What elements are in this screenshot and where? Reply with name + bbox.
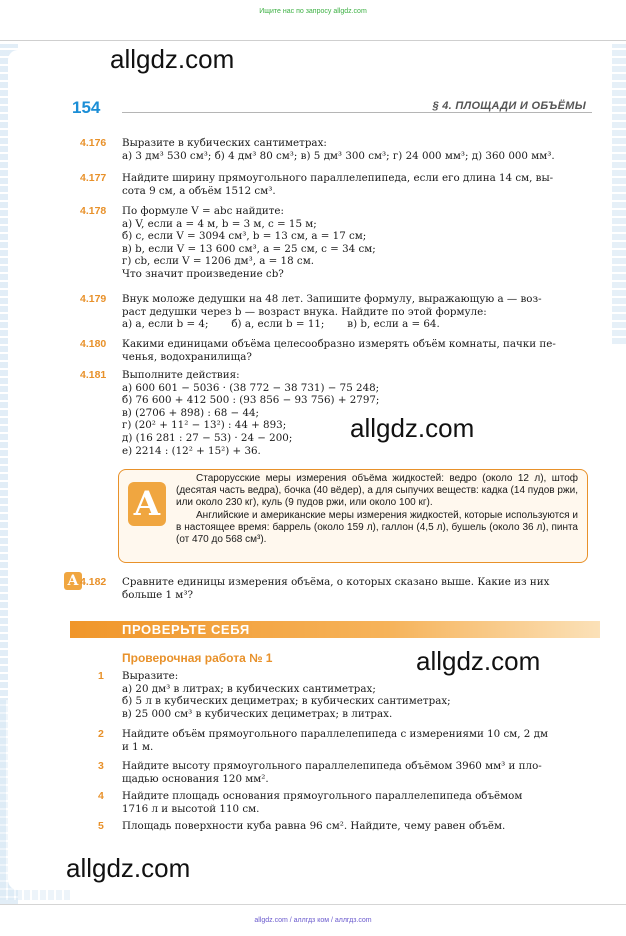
task-line: а) 600 601 − 5036 · (38 772 − 38 731) − 75 248;	[122, 381, 380, 394]
task-line: Какими единицами объёма целесообразно измерять объём комнаты, пачки пе-	[122, 338, 556, 350]
task-number: 4.176	[80, 137, 107, 149]
task-line: больше 1 м³?	[122, 588, 193, 601]
task-line: Выразите в кубических сантиметрах:	[122, 137, 327, 149]
bottom-divider	[0, 904, 626, 905]
task-line: г) (20² + 11² − 13²) : 44 + 893;	[122, 419, 287, 432]
task-number: 4.179	[80, 293, 107, 305]
task-line: в) b, если V = 13 600 см³, a = 25 см, c = 34 см;	[122, 242, 376, 255]
bottom-link[interactable]: allgdz.com / аллгдз ком / аллгдз.com	[254, 917, 372, 924]
task-line: раст дедушки через b — возраст внука. Найдите по этой формуле:	[122, 305, 487, 318]
task-line: в) (2706 + 898) : 68 − 44;	[122, 406, 260, 419]
task-number: 4.180	[80, 338, 107, 350]
task-line: ченья, водохранилища?	[122, 350, 252, 363]
test-item-number: 2	[98, 728, 104, 740]
task-line: 1716 л и высотой 110 см.	[122, 802, 260, 815]
section-title: § 4. ПЛОЩАДИ И ОБЪЁМЫ	[432, 100, 586, 112]
watermark-right: allgdz.com	[416, 646, 541, 676]
task-line: и 1 м.	[122, 740, 154, 753]
task-line: Найдите площадь основания прямоугольного параллелепипеда объёмом	[122, 790, 523, 802]
test-item-number: 4	[98, 790, 104, 802]
task-line: а) V, если a = 4 м, b = 3 м, c = 15 м;	[122, 217, 317, 230]
test-item-number: 5	[98, 820, 104, 832]
task-line: Сравните единицы измерения объёма, о которых сказано выше. Какие из них	[122, 576, 550, 588]
watermark-middle: allgdz.com	[350, 413, 475, 443]
test-item-number: 1	[98, 670, 104, 682]
right-decoration	[612, 44, 626, 344]
letter-a-icon: А	[128, 482, 166, 526]
task-number: 4.182	[80, 576, 107, 588]
watermark-top: allgdz.com	[110, 44, 235, 74]
letter-a-small-icon: А	[64, 572, 82, 590]
task-line: б) c, если V = 3094 см³, b = 13 см, a = 17 см;	[122, 230, 367, 243]
test-item-number: 3	[98, 760, 104, 772]
task-line: Найдите ширину прямоугольного параллелепипеда, если его длина 14 см, вы-	[122, 172, 554, 184]
task-line: а) 3 дм³ 530 см³; б) 4 дм³ 80 см³; в) 5 дм³ 300 см³; г) 24 000 мм³; д) 360 000 мм³.	[122, 149, 555, 162]
task-number: 4.177	[80, 172, 107, 184]
task-line: а) a, если b = 4; б) a, если b = 11; в) b, если a = 64.	[122, 318, 440, 331]
info-paragraph-old-russian: Старорусские меры измерения объёма жидкостей: ведро (около 12 л), штоф (десятая часть ведра), бочка (40 вёдер), а для сыпучих веществ: кадка (14 пудов ржи, или около 230 кг), куль (9 пудов ржи, или около 100 кг).	[176, 473, 578, 509]
check-banner-label: ПРОВЕРЬТЕ СЕБЯ	[122, 622, 250, 637]
watermark-bottom: allgdz.com	[66, 853, 191, 883]
header-divider	[122, 112, 592, 113]
task-line: Площадь поверхности куба равна 96 см². Найдите, чему равен объём.	[122, 820, 506, 832]
top-link[interactable]: Ищите нас по запросу allgdz.com	[259, 8, 367, 15]
task-line: б) 76 600 + 412 500 : (93 856 − 93 756) + 2797;	[122, 394, 380, 407]
info-paragraph-english: Английские и американские меры измерения жидкостей, которые используются и в настоящее время: баррель (около 159 л), галлон (4,5 л), бушель (около 36 л), пинта (от 470 до 568 см³).	[176, 509, 578, 546]
task-line: Найдите высоту прямоугольного параллелепипеда объёмом 3960 мм³ и пло-	[122, 760, 542, 772]
check-banner	[70, 621, 600, 638]
task-line: в) 25 000 см³ в кубических дециметрах; в литрах.	[122, 707, 393, 720]
task-line: Найдите объём прямоугольного параллелепипеда с измерениями 10 см, 2 дм	[122, 728, 548, 740]
page-number: 154	[72, 98, 101, 117]
task-line: д) (16 281 : 27 − 53) · 24 − 200;	[122, 431, 293, 444]
task-line: Выполните действия:	[122, 369, 240, 381]
info-text	[176, 473, 578, 546]
task-number: 4.181	[80, 369, 107, 381]
task-line: Внук моложе дедушки на 48 лет. Запишите формулу, выражающую a — воз-	[122, 293, 542, 305]
task-line: По формуле V = abc найдите:	[122, 205, 284, 217]
task-number: 4.178	[80, 205, 107, 217]
task-line: сота 9 см, а объём 1512 см³.	[122, 184, 276, 197]
task-line: щадью основания 120 мм².	[122, 772, 269, 785]
task-line: г) cb, если V = 1206 дм³, a = 18 см.	[122, 255, 314, 268]
task-line: а) 20 дм³ в литрах; в кубических сантиметрах;	[122, 682, 376, 695]
task-line: е) 2214 : (12² + 15²) + 36.	[122, 444, 261, 457]
top-divider	[0, 40, 626, 41]
task-line: Что значит произведение cb?	[122, 267, 284, 280]
task-line: Выразите:	[122, 670, 179, 682]
task-line: б) 5 л в кубических дециметрах; в кубических сантиметрах;	[122, 695, 451, 708]
test-title: Проверочная работа № 1	[122, 651, 273, 665]
